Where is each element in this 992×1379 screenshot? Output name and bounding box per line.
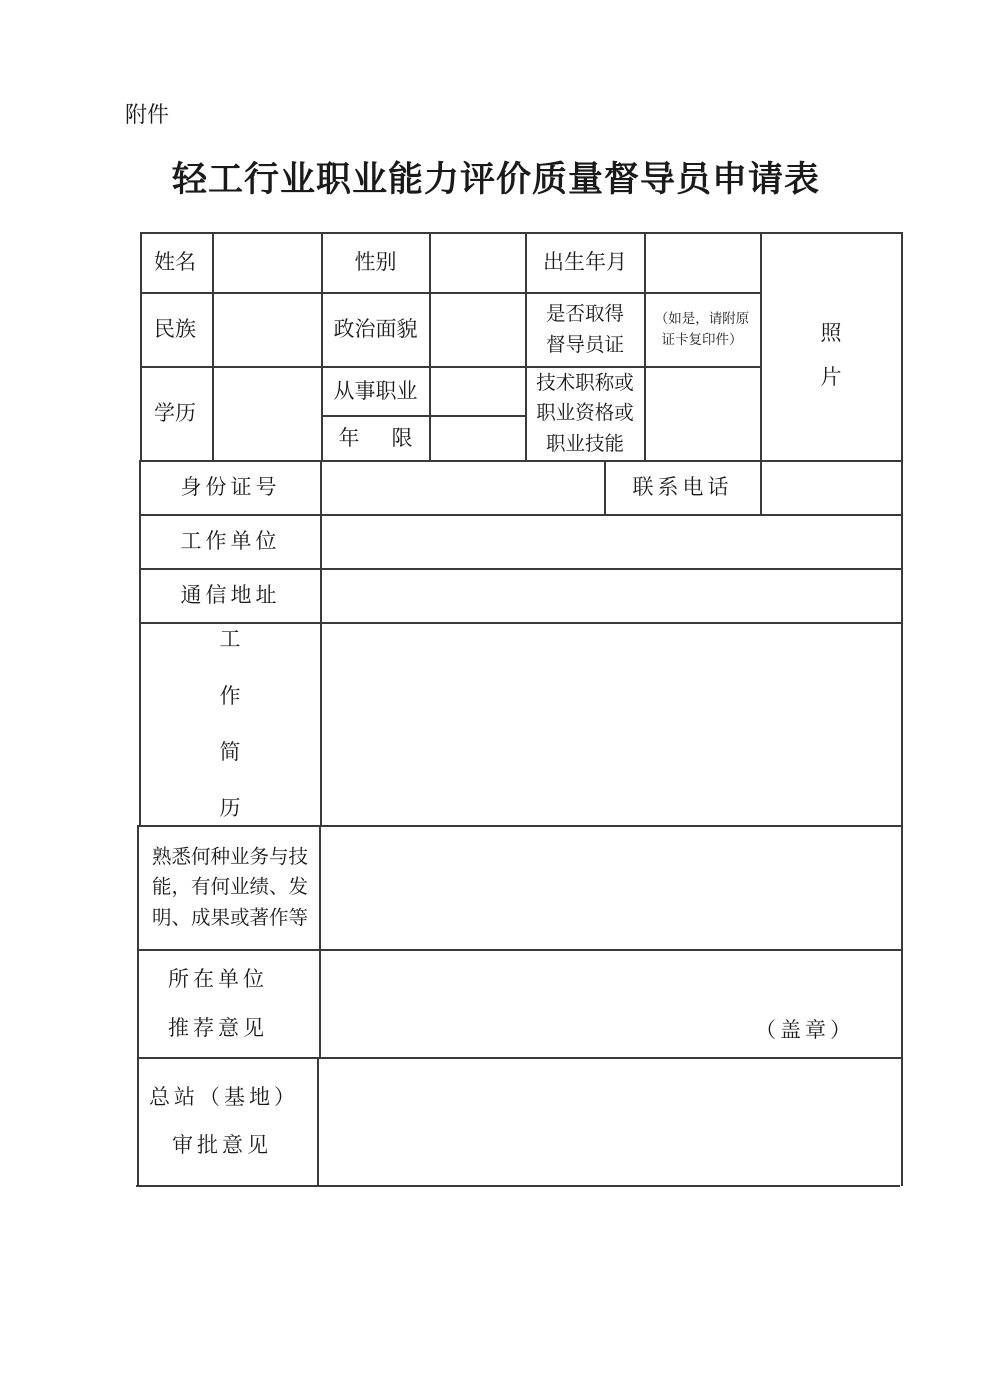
supervisor-cert-note: （如是，请附原证卡复印件） [654, 311, 750, 348]
birth-field[interactable] [645, 233, 760, 292]
education-label: 学历 [154, 401, 196, 426]
career-years-field[interactable] [430, 367, 525, 460]
supervisor-cert-label: 是否取得督导员证 [545, 302, 624, 356]
hq-opinion-label: 总站（基地） 审批意见 [149, 1084, 299, 1157]
address-label: 通信地址 [180, 583, 281, 608]
title-qualification-label: 技术职称或职业资格或职业技能 [536, 371, 634, 455]
title-qualification-field[interactable] [645, 367, 760, 460]
work-unit-field[interactable] [321, 515, 901, 568]
education-field[interactable] [213, 367, 321, 460]
expertise-field[interactable] [320, 826, 901, 949]
table-right-border [901, 232, 903, 1186]
address-field[interactable] [321, 569, 901, 622]
political-status-label: 政治面貌 [333, 317, 418, 342]
gender-field[interactable] [430, 233, 525, 292]
photo-label: 照 [820, 320, 842, 345]
form-title: 轻工行业职业能力评价质量督导员申请表 [171, 159, 820, 200]
career-label: 从事职业 [333, 378, 418, 403]
birth-label: 出生年月 [543, 250, 627, 275]
unit-opinion-label: 所在单位 推荐意见 [168, 967, 268, 1040]
seal-label: （盖章） [755, 1017, 855, 1042]
ethnicity-field[interactable] [213, 293, 321, 366]
career-years-label: 年 限 [338, 425, 413, 450]
work-unit-label: 工作单位 [180, 529, 281, 554]
phone-label: 联系电话 [632, 475, 733, 500]
ethnicity-label: 民族 [154, 317, 196, 342]
hq-opinion-field[interactable] [318, 1058, 901, 1185]
name-field[interactable] [213, 233, 321, 292]
work-resume-field[interactable] [321, 623, 901, 825]
attachment-label: 附件 [125, 103, 170, 128]
political-status-field[interactable] [430, 293, 525, 366]
name-label: 姓名 [154, 250, 196, 275]
id-number-field[interactable] [321, 461, 604, 514]
photo-label: 片 [820, 365, 842, 389]
work-resume-label: 工 作 简 历 [219, 627, 241, 821]
gender-label: 性别 [354, 250, 397, 275]
table-bottom-border [136, 1185, 900, 1187]
id-number-label: 身份证号 [180, 475, 281, 500]
expertise-label: 熟悉何种业务与技能，有何业绩、发明、成果或著作等 [151, 845, 308, 929]
photo-area[interactable] [761, 300, 901, 410]
phone-field[interactable] [761, 461, 901, 514]
